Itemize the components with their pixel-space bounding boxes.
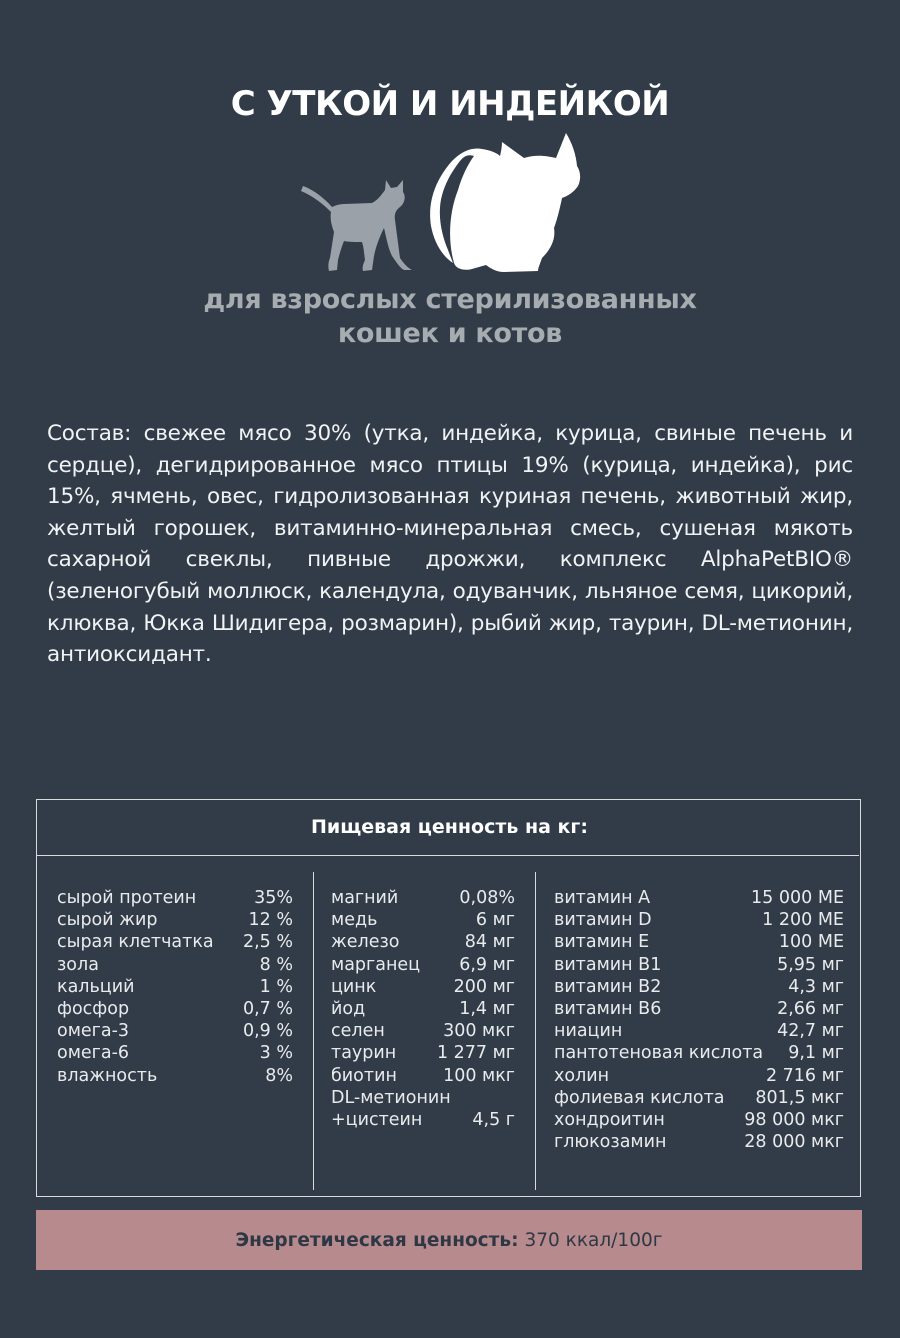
nutrient-value: 84 мг (464, 932, 515, 953)
nutrient-name: витамин D (554, 910, 652, 931)
nutrient-value: 5,95 мг (777, 954, 844, 975)
nutrient-row (554, 1065, 844, 1087)
subtitle-line-1: для взрослых стерилизованных (203, 284, 697, 315)
nutrient-row (331, 1109, 515, 1131)
nutrient-row (331, 1042, 515, 1064)
nutrient-value: 15 000 МЕ (751, 888, 844, 908)
nutrient-name: магний (331, 888, 399, 908)
nutrient-name: витамин В6 (554, 999, 662, 1020)
nutrient-name: зола (57, 954, 99, 975)
nutrient-name: хондроитин (554, 1110, 665, 1131)
nutrient-row (554, 998, 844, 1020)
nutrient-name: кальций (57, 976, 135, 997)
subtitle-line-2: кошек и котов (337, 318, 563, 349)
nutrient-value: 6 мг (475, 910, 515, 931)
nutrient-value: 0,08% (459, 888, 515, 908)
nutrient-value: 98 000 мкг (744, 1110, 844, 1131)
nutrient-name: биотин (331, 1065, 397, 1086)
nutrient-name: сырой жир (57, 910, 158, 931)
nutrient-row (57, 1020, 293, 1042)
nutrient-name: таурин (331, 1043, 397, 1064)
cats-illustration (300, 128, 590, 278)
nutrient-name: витамин В1 (554, 954, 662, 975)
nutrient-value: 8 % (259, 954, 293, 975)
nutrient-row (554, 1131, 844, 1153)
nutrient-name: влажность (57, 1065, 158, 1086)
product-title: С УТКОЙ И ИНДЕЙКОЙ (230, 84, 670, 124)
nutrient-value: 1,4 мг (459, 999, 515, 1020)
energy-value: 370 ккал/100г (524, 1229, 663, 1251)
column-divider (313, 872, 314, 1190)
nutrition-column-vitamins (554, 887, 844, 1153)
nutrient-value: 100 мкг (443, 1065, 515, 1086)
nutrient-value: 35% (254, 888, 293, 908)
nutrition-column-minerals (331, 887, 515, 1131)
nutrient-name: холин (554, 1065, 610, 1086)
nutrient-row (554, 954, 844, 976)
nutrient-row (57, 1065, 293, 1087)
nutrient-row (57, 1042, 293, 1064)
nutrient-row (554, 1042, 844, 1064)
nutrient-value: 4,3 мг (788, 976, 844, 997)
cat-icon (430, 133, 580, 272)
column-divider (535, 872, 536, 1190)
nutrient-row (57, 998, 293, 1020)
nutrient-name: витамин В2 (554, 976, 662, 997)
nutrient-value: 2,5 % (242, 932, 293, 953)
nutrient-row (331, 954, 515, 976)
nutrient-name: +цистеин (331, 1110, 423, 1131)
nutrient-value: 2,66 мг (777, 999, 844, 1020)
energy-value-band (36, 1210, 862, 1270)
nutrient-row (554, 909, 844, 931)
nutrient-row (331, 998, 515, 1020)
nutrient-row (331, 1087, 515, 1109)
nutrition-divider (37, 855, 859, 856)
kitten-icon (301, 180, 412, 271)
nutrient-row (331, 976, 515, 998)
nutrition-title: Пищевая ценность на кг: (311, 816, 588, 838)
product-subtitle (0, 283, 900, 351)
nutrient-name: фолиевая кислота (554, 1087, 725, 1108)
nutrient-value: 12 % (248, 910, 293, 931)
nutrient-name: витамин Е (554, 932, 650, 953)
nutrient-name: DL-метионин (331, 1087, 451, 1108)
nutrient-value: 9,1 мг (788, 1043, 844, 1064)
nutrient-row (331, 1020, 515, 1042)
nutrient-name: фосфор (57, 999, 130, 1020)
nutrient-name: глюкозамин (554, 1132, 667, 1153)
nutrient-row (554, 1087, 844, 1109)
nutrient-name: марганец (331, 954, 421, 975)
nutrient-row (57, 887, 293, 909)
nutrient-name: омега-6 (57, 1043, 130, 1064)
nutrient-value: 0,7 % (242, 999, 293, 1020)
nutrient-name: медь (331, 910, 378, 931)
nutrient-value: 8% (265, 1065, 293, 1086)
nutrient-row (554, 1020, 844, 1042)
nutrient-value: 28 000 мкг (744, 1132, 844, 1153)
nutrient-name: сырой протеин (57, 888, 197, 908)
nutrient-row (331, 931, 515, 953)
nutrient-value: 801,5 мкг (755, 1087, 844, 1108)
nutrient-row (554, 887, 844, 909)
nutrient-row (57, 976, 293, 998)
nutrition-table (36, 799, 861, 1197)
nutrient-name: сырая клетчатка (57, 932, 214, 953)
nutrient-value: 200 мг (453, 976, 515, 997)
nutrient-value: 42,7 мг (777, 1021, 844, 1042)
nutrient-row (331, 1065, 515, 1087)
nutrient-row (554, 931, 844, 953)
nutrient-value: 300 мкг (443, 1021, 515, 1042)
nutrient-value: 1 % (259, 976, 293, 997)
nutrient-name: омега-3 (57, 1021, 130, 1042)
nutrient-value: 3 % (259, 1043, 293, 1064)
nutrient-value: 100 МЕ (778, 932, 844, 953)
nutrient-name: витамин А (554, 888, 651, 908)
nutrient-row (57, 931, 293, 953)
nutrient-value: 1 200 МЕ (762, 910, 844, 931)
energy-label: Энергетическая ценность: (235, 1229, 519, 1251)
nutrient-name: железо (331, 932, 400, 953)
nutrient-name: йод (331, 999, 366, 1020)
nutrient-row (57, 954, 293, 976)
nutrient-value: 6,9 мг (459, 954, 515, 975)
nutrient-row (331, 909, 515, 931)
nutrient-name: цинк (331, 976, 377, 997)
nutrient-value: 2 716 мг (765, 1065, 844, 1086)
nutrient-row (57, 909, 293, 931)
nutrient-name: селен (331, 1021, 385, 1042)
nutrient-row (554, 976, 844, 998)
nutrient-value: 0,9 % (242, 1021, 293, 1042)
nutrient-value: 4,5 г (472, 1110, 515, 1131)
nutrition-column-macros (57, 887, 293, 1087)
nutrient-row (331, 887, 515, 909)
nutrient-name: ниацин (554, 1021, 623, 1042)
nutrient-value: 1 277 мг (436, 1043, 515, 1064)
nutrient-name: пантотеновая кислота (554, 1043, 764, 1064)
composition-text: Состав: свежее мясо 30% (утка, индейка, курица, свиные печень и сердце), дегидрированное мясо птицы 19% (курица, индейка), рис 15%, ячмень, овес, гидролизованная куриная печень, животный жир, желтый горошек, витаминно-минеральная смесь, сушеная мякоть сахарной свеклы, пивные дрожжи, комплекс AlphaPetBIO® (зеленогубый моллюск, календула, одуванчик, льняное семя, цикорий, клюква, Юкка Шидигера, розмарин), рыбий жир, таурин, DL-метионин, антиоксидант. (47, 421, 853, 668)
nutrient-row (554, 1109, 844, 1131)
